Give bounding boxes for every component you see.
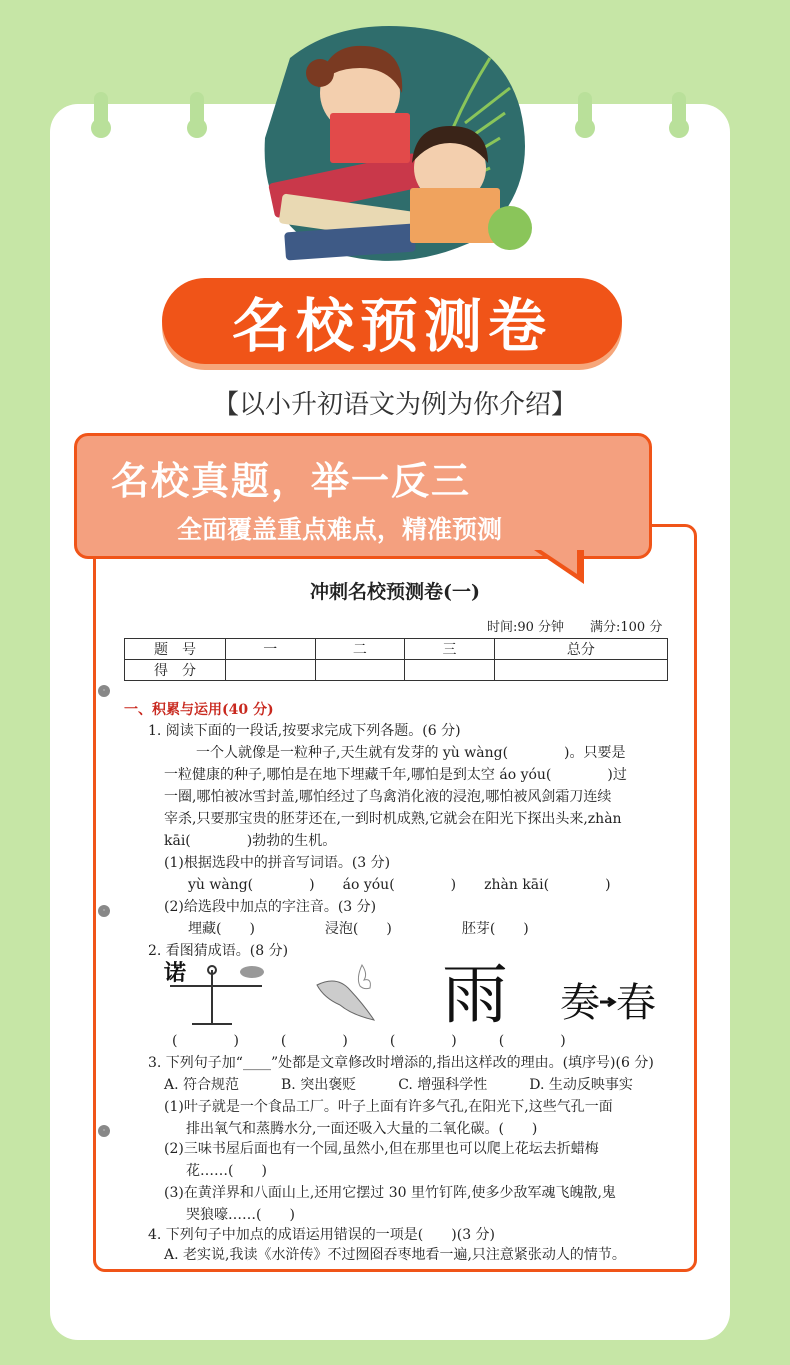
binding-mark: · (98, 905, 110, 917)
table-cell[interactable] (405, 660, 495, 681)
callout-title: 名校真题，举一反三 (111, 459, 472, 503)
exam-title: 冲刺名校预测卷(一) (310, 581, 480, 603)
exam-line: ( ) ( ) ( ) ( ) (172, 1033, 566, 1049)
table-cell: 二 (315, 639, 405, 660)
riddle-picture-spring (560, 970, 670, 1030)
exam-line: 一圈,哪怕被冰雪封盖,哪怕经过了鸟禽消化液的浸泡,哪怕被风剑霜刀连续 (164, 789, 612, 805)
exam-line: 1. 阅读下面的一段话,按要求完成下列各题。(6 分) (148, 723, 461, 739)
riddle-picture-scale (162, 958, 272, 1030)
exam-line: 4. 下列句子中加点的成语运用错误的一项是( )(3 分) (148, 1227, 496, 1243)
riddle-char: 春 (616, 980, 656, 1026)
riddle-picture-rain (440, 955, 520, 1027)
score-table (124, 638, 668, 681)
exam-line: 埋藏( ) 浸泡( ) 胚芽( ) (188, 921, 529, 937)
riddle-picture-moth-fire (312, 960, 382, 1024)
exam-line: A. 老实说,我读《水浒传》不过囫囵吞枣地看一遍,只注意紧张动人的情节。 (164, 1247, 626, 1263)
exam-line: 一粒健康的种子,哪怕是在地下埋藏千年,哪怕是到太空 áo yóu( )过 (164, 767, 627, 783)
binder-ring (94, 92, 108, 132)
binding-mark: · (98, 1125, 110, 1137)
reading-children-illustration (250, 18, 540, 283)
exam-line: 哭狼嚎……( ) (186, 1207, 295, 1223)
exam-line: (2)三味书屋后面也有一个园,虽然小,但在那里也可以爬上花坛去折蜡梅 (164, 1141, 599, 1157)
table-cell: 三 (405, 639, 495, 660)
exam-line: kāi( )勃勃的生机。 (164, 833, 337, 849)
table-cell[interactable] (494, 660, 667, 681)
exam-line: 3. 下列句子加“____”处都是文章修改时增添的,指出这样改的理由。(填序号)(6 分) (148, 1055, 654, 1071)
exam-line: A. 符合规范 B. 突出褒贬 C. 增强科学性 D. 生动反映事实 (164, 1077, 633, 1093)
exam-line: yù wàng( ) áo yóu( ) zhàn kāi( ) (188, 877, 611, 893)
exam-time: 时间:90 分钟 (487, 620, 565, 635)
banner-title: 名校预测卷 (162, 278, 622, 364)
subtitle: 【以小升初语文为例为你介绍】 (212, 390, 577, 420)
riddle-char: 诺 (164, 960, 187, 986)
binder-ring (578, 92, 592, 132)
exam-line: 宰杀,只要那宝贵的胚芽还在,一到时机成熟,它就会在阳光下探出头来,zhàn (164, 811, 622, 827)
callout-box (74, 433, 652, 559)
binding-mark: · (98, 685, 110, 697)
exam-line: 2. 看图猜成语。(8 分) (148, 943, 289, 959)
binder-ring (190, 92, 204, 132)
callout-subtitle: 全面覆盖重点难点，精准预测 (177, 515, 503, 544)
exam-line: 一个人就像是一粒种子,天生就有发芽的 yù wàng( )。只要是 (196, 745, 626, 761)
riddle-char: 雨 (442, 956, 508, 1027)
table-cell: 得 分 (125, 660, 226, 681)
table-row (125, 660, 668, 681)
table-cell: 题 号 (125, 639, 226, 660)
table-cell: 一 (226, 639, 316, 660)
table-row (125, 639, 668, 660)
table-cell[interactable] (226, 660, 316, 681)
exam-line: (1)根据选段中的拼音写词语。(3 分) (164, 855, 391, 871)
callout-tail-inner (541, 550, 577, 574)
table-cell[interactable] (315, 660, 405, 681)
exam-score: 满分:100 分 (590, 620, 663, 635)
exam-line: (2)给选段中加点的字注音。(3 分) (164, 899, 377, 915)
riddle-char: 奏 (560, 980, 600, 1026)
section-heading: 一、积累与运用(40 分) (124, 702, 274, 718)
exam-line: (1)叶子就是一个食品工厂。叶子上面有许多气孔,在阳光下,这些气孔一面 (164, 1099, 613, 1115)
binder-ring (672, 92, 686, 132)
table-cell: 总分 (494, 639, 667, 660)
exam-line: (3)在黄洋界和八面山上,还用它摆过 30 里竹钉阵,使多少敌军魂飞魄散,鬼 (164, 1185, 616, 1201)
exam-line: 花……( ) (186, 1163, 267, 1179)
exam-line: 排出氧气和蒸腾水分,一面还吸入大量的二氧化碳。( ) (186, 1121, 538, 1137)
